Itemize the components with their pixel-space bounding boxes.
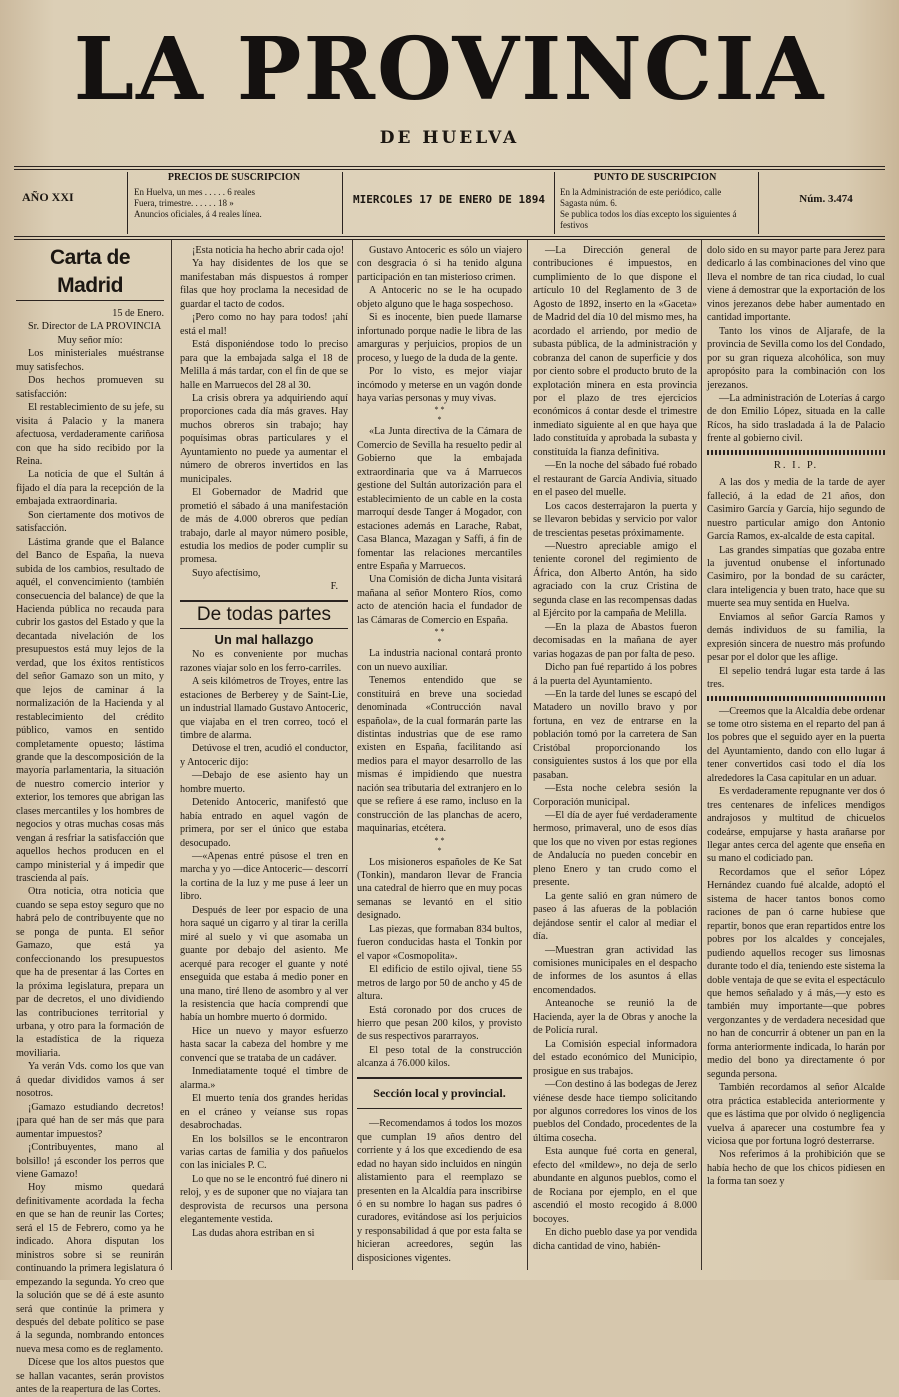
punto-title: PUNTO DE SUSCRIPCION [593, 172, 717, 183]
mourning-border [707, 450, 885, 455]
column-2 [180, 244, 348, 1268]
issue-number: Núm. 3.474 [799, 193, 853, 205]
paragraph: Anteanoche se reunió la de Hacienda, ayer la de Obras y anoche la de Policía rural. [533, 998, 697, 1037]
paragraph: A Antoceric no se le ha ocupado objeto alguno que le haga sospechoso. [357, 285, 522, 310]
paragraph: ¡Contribuyentes, mano al bolsillo! ¡á esconder los perros que viene Gamazo! [16, 1142, 164, 1180]
paragraph: La gente salió en gran número de paseo á las afueras de la población dejándose sentir el calor al mediar el día. [533, 890, 697, 943]
punto-line: Se publica todos los días excepto los siguientes á festivos [560, 209, 737, 230]
paragraph: Las dudas ahora estriban en si [192, 1227, 315, 1239]
paragraph: Está disponiéndose todo lo preciso para que la embajada salga el 18 de Melilla á más tardar, con el fin de que se halle en Marruecos del 28 al 30. [180, 339, 348, 391]
paragraph: Esta aunque fué corta en general, efecto del «mildew», no deja de serlo abundante en algunos pueblos, como el de Rociana por ejemplo, en el que ascendió el mosto recogido á 8.000 bocoyes. [533, 1146, 697, 1225]
paragraph: A seis kilómetros de Troyes, entre las estaciones de Berberey y de Saint-Lie, un industrial llamado Gustavo Antoceric, que viajaba en el tren correo, tocó el timbre de alarma. [180, 676, 348, 741]
newspaper-masthead: LA PROVINCIA [73, 19, 826, 120]
story-heading: Un mal hallazgo [214, 631, 314, 647]
paragraph: Recordamos que el señor López Hernández cuando fué alcalde, adoptó el sistema de hacer tantos bonos como raciones de pan ó carne hubiese que repartir, bonos que eran repartidos entre los pobres por los alcaldes y concejales, pudiendo aquellos recoger sus limosnas durante todo el día, teniendo este sistema la doble ventaja de que se evita el espectáculo que hemos señalado y á más,—y esto es también muy importante—que pobres vergonzantes y de verdadera necesidad que no han de concurrir á obtener un pan en la forma anteriormente indicada, lo harán por medio del bono ya directamente ó por segunda persona. [707, 866, 885, 1080]
paragraph: —Recomendamos á todos los mozos que cumplan 19 años dentro del corriente y á los que excediendo de esa edad no hayan sido incluidos en ningún alistamiento para el reemplazo se presenten en la Alcaldía para inscribirse ó en su nombre lo hagan sus padres ó curadores, evitándose así los perjuicios y responsabilidad á que por esta falta se hicieran acreedores, según las disposiciones vigentes. [357, 1118, 522, 1264]
paragraph: —«Apenas entré púsose el tren en marcha y yo —dice Antoceric— descorrí la cortina de la luz y me puse á leer un libro. [180, 851, 348, 903]
paragraph: Gustavo Antoceric es sólo un viajero con desgracia ó si ha tenido alguna participación en tan misterioso crimen. [357, 245, 522, 283]
subscription-line: En Huelva, un mes . . . . . 6 reales [134, 187, 255, 197]
paragraph: —Esta noche celebra sesión la Corporación municipal. [533, 783, 697, 808]
paragraph: Dicho pan fué repartido á los pobres á la puerta del Ayuntamiento. [533, 662, 697, 687]
paragraph: —La administración de Loterías á cargo de don Emilio López, situada en la calle Rícos, ha sido trasladada á la de Palacio frente al gobierno civil. [707, 392, 885, 445]
paragraph: No es conveniente por muchas razones viajar solo en los ferro-carriles. [180, 649, 348, 674]
column-4 [533, 244, 697, 1268]
header-divider [758, 172, 759, 234]
column-1 [16, 244, 164, 1396]
paragraph: Hice un nuevo y mayor esfuerzo hasta sacar la cabeza del hombre y me convencí que se trataba de un cadáver. [180, 1025, 348, 1064]
paragraph: Las piezas, que formaban 834 bultos, fueron conducidas hasta el Tonkin por el vapor «Cosmopolita». [357, 923, 522, 962]
salutation: Sr. Director de LA PROVINCIA [28, 321, 162, 333]
masthead-subtitle: DE HUELVA [379, 128, 520, 148]
header-rule-top [14, 166, 885, 167]
paragraph: ¡Gamazo estudiando decretos! ¡para qué han de ser más que para aumentar impuestos? [16, 1101, 164, 1140]
obituary-heading: R. I. P. [773, 459, 819, 471]
paragraph: —Muestran gran actividad las comisiones municipales en el despacho de informes de los asuntos á ellas encomendados. [533, 944, 697, 996]
paragraph: Lástima grande que el Balance del Banco de España, la nueva subida de los cambios, resultado de aquél, el convencimiento (también consecuencia del balance) de que la Hacienda pública no recauda para cubrir los gastos del Estado y que la decantada nivelación de los presupuestos está muy lejos de la verdad, que los éxitos rentísticos del señor Gamazo son un mito, y que lejos de caminar á la normalización de la Hacienda y al restablecimiento del crédito público, vamos en sentido completamente opuesto; lástima grande que la descomposición de la mayoría parlamentaria, la situación de nuestro comercio interior y exterior, los temores que abrigan las clases mercantiles y los hombres de negocios y otras muchas cosas más vengan á resfriar la satisfacción que aquellos hechos producen en el campo ministerial y á impedir que trascienda al país. [16, 536, 164, 885]
paragraph: ¡Esta noticia ha hecho abrir cada ojo! [192, 245, 345, 256]
paragraph: A las dos y media de la tarde de ayer falleció, á la edad de 21 años, don Casimiro García y García, hijo segundo de nuestro particular amigo don Antonio García Ramos, ex-alcalde de esta capital. [707, 477, 885, 543]
paragraph: Detenido Antoceric, manifestó que había entrado en aquel vagón de primera, por ser el único que estaba desocupado. [180, 797, 348, 849]
mourning-border [707, 696, 885, 701]
paragraph: —La Dirección general de contribuciones é impuestos, en cumplimiento de lo que dispone el artículo 10 del Reglamento de 3 de Agosto de 1892, inserto en la «Gaceta» de Madrid del día 10 del mismo mes, ha acordado el arriendo, por medio de subasta pública, de la administración y cobranza del canon de superficie y dos por ciento sobre el producto bruto de la explotación minera en esta provincia por el plazo de tres ejercicios económicos á contar desde el trimestre inmediato siguiente al en que haya que lado constituída y aprobada la subasta y constituída la fianza definitiva. [533, 245, 697, 458]
greeting: Muy señor mío: [57, 334, 123, 346]
section-heading: Sección local y provincial. [357, 1077, 522, 1109]
paragraph: «La Junta directiva de la Cámara de Comercio de Sevilla ha resuelto pedir al Gobierno que la embajada extraordinaria que va á Marruecos gestione del Sultán autorización para el establecimiento de un cable en la costa marroquí desde Tanger á Mogador, con estaciones además en Larache, Rabat, Casa Blanca, Mazagan y Saffi, á fin de fomentar las relaciones mercantiles entre España y Marruecos. [357, 426, 522, 572]
separator-asterism: * * * [434, 835, 445, 855]
separator-asterism: * * * [434, 405, 445, 425]
paragraph: —En la tarde del lunes se escapó del Matadero un novillo bravo y por fortuna, en vez de entrarse en la población tomó por la carretera de San Cristóbal proporcionando los consiguientes sustos á los que por ella pasaban. [533, 688, 697, 781]
header-divider [342, 172, 343, 234]
dateline: 15 de Enero. [112, 308, 164, 319]
separator-asterism: * * * [434, 627, 445, 647]
paragraph: dolo sido en su mayor parte para Jerez para dedicarlo á las combinaciones del vino que lleva el nombre de tan rica ciudad, lo cual viene á demostrar que la exportación de los vinos jerezanos debe haber aumentado en cantidad importante. [707, 245, 885, 324]
header-divider [127, 172, 128, 234]
paragraph: Lo que no se le encontró fué dinero ni reloj, y es de suponer que no viajara tan desprovista de recursos una persona elegantemente vestida. [180, 1173, 348, 1226]
subscription-prices [134, 172, 334, 220]
paragraph: Después de leer por espacio de una hora saqué un cigarro y al tirar la cerilla miré al suelo y vi que asomaba un guante por debajo del asiento. Me acerqué para recoger el guante y noté enseguida que estaba á medio poner en una mano, tiré lleno de asombro y al ver la resistencia que hacía comprendí que había un hombre muerto ó dormido. [180, 904, 348, 1024]
paragraph: También recordamos al señor Alcalde otra práctica establecida anteriormente y que es lástima que por olvido ó negligencia vuelva á aparecer una costumbre fea y viciosa que por fortuna logró desterrarse. [707, 1082, 885, 1147]
column-separator [352, 240, 353, 1270]
paragraph: Está coronado por dos cruces de hierro que pesan 200 kilos, y provisto de sus respectivos pararrayos. [357, 1004, 522, 1043]
paragraph: Ya verán Vds. como los que van á quedar divididos vamos á ser nosotros. [16, 1061, 164, 1100]
header-rule-bottom [14, 236, 885, 237]
paragraph: En los bolsillos se le encontraron varias cartas de familia y dos pañuelos con las iniciales P. C. [180, 1133, 348, 1172]
paragraph: Suyo afectísimo, [192, 567, 261, 579]
column-5 [707, 244, 885, 1268]
section-heading: De todas partes [180, 600, 348, 629]
paragraph: —Nuestro apreciable amigo el teniente coronel del regimiento de África, don Alberto Antón, ha sido agraciado con la cruz Cristina de segunda clase en las recompensas dadas al Ejército por la campaña de Melilla. [533, 540, 697, 620]
paragraph: —Con destino á las bodegas de Jerez viénese desde hace tiempo solicitando por algunos corredores los vinos de los pueblos del Condado, procedentes de la última cosecha. [533, 1079, 697, 1144]
paragraph: El muerto tenía dos grandes heridas en el cráneo y veíanse sus ropas desabrochadas. [180, 1093, 348, 1132]
paragraph: Otra noticia, otra noticia que cuando se sepa estoy seguro que no habrá pelo de contribuyente que no se ponga de punta. El señor Gamazo, que está ya confeccionando los presupuestos que ha de presentar á las Cortes en la próxima legislatura, prepara un par de decretos, el uno dividiendo las contribuciones territorial y urbana, y otro para la formación de la estadística de la riqueza moviliaria. [16, 886, 164, 1059]
paragraph: La noticia de que el Sultán á fijado el día para la recepción de la embajada extraordinaria. [16, 469, 164, 508]
paragraph: Nos referimos á la prohibición que se había hecho de que los chicos pidiesen en la forma tan soez y [707, 1149, 885, 1188]
column-separator [527, 240, 528, 1270]
paragraph: Dícese que los altos puestos que se hallan vacantes, serán provistos antes de la reapertura de las Cortes. [16, 1357, 164, 1396]
paragraph: El peso total de la construcción alcanza á 76.000 kilos. [357, 1044, 522, 1070]
subscription-line: Anuncios oficiales, á 4 reales línea. [134, 209, 262, 219]
paragraph: El restablecimiento de su jefe, su visita á Palacio y la manera afectuosa, verdaderamente cariñosa con que ha sido recibido por la Reina. [16, 402, 164, 467]
subscription-point [560, 172, 750, 231]
paragraph: En dicho pueblo dase ya por vendida dicha cantidad de vino, habién- [533, 1227, 697, 1252]
paragraph: La Comisión especial informadora del estado económico del Municipio, prosigue en sus trabajos. [533, 1038, 697, 1077]
column-separator [171, 240, 172, 1270]
paragraph: Enviamos al señor García Ramos y demás individuos de su familia, la expresión sincera de nuestro más profundo pesar por el dolor que les aflige. [707, 611, 885, 664]
year-label: AÑO XXI [22, 190, 74, 204]
paragraph: Es verdaderamente repugnante ver dos ó tres centenares de infelices mendigos andrajosos y multitud de chicuelos codeárse, empujarse y hasta arañarse por llegar antes cerca del agente que enseña en su mano el codiciado pan. [707, 786, 885, 865]
paragraph: La industria nacional contará pronto con un nuevo auxiliar. [357, 648, 522, 673]
paragraph: —El día de ayer fué verdaderamente hermoso, primaveral, uno de esos días que los que no viven por estas regiones de Andalucía no pueden concebir en pleno Enero y tan crudo como el presente. [533, 810, 697, 889]
header-divider [554, 172, 555, 234]
paragraph: La crisis obrera ya adquiriendo aquí proporciones cada día más graves. Hay muchos obreros sin trabajo; hay poquísimas obras particulares y el Ayuntamiento no puede ya aumentar el número de obreros invertidos en las municipales. [180, 392, 348, 485]
paragraph: Ya hay disidentes de los que se manifestaban más dispuestos á romper filas que hoy proclama la necesidad de guardar el tacto de codos. [180, 258, 348, 310]
paragraph: —En la noche del sábado fué robado el restaurant de García Andivia, situado en el paseo del muelle. [533, 460, 697, 499]
paragraph: Tenemos entendido que se constituirá en breve una sociedad denominada «Contrucción naval española», de la cual formarán parte las distintas industrias que de ese ramo existen en España, facilitando así medios para el mayor desarrollo de las mismas é impidiendo que nuestra nación sea tributaria del extranjero en lo que se refiere á ese ramo, incluso en la construcción de las planchas de acero, maquinarias, etcétera. [357, 675, 522, 835]
paragraph: Son ciertamente dos motivos de satisfacción. [16, 509, 164, 535]
paragraph: Por lo visto, es mejor viajar incómodo y meterse en un vagón donde haya varias personas y muy vivas. [357, 366, 522, 404]
issue-date: MIERCOLES 17 DE ENERO DE 1894 [352, 193, 546, 206]
paragraph: Los misioneros españoles de Ke Sat (Tonkin), mandaron llevar de Francia una catedral de hierro que en muy pocas semanas se levantó en el sitio designado. [357, 856, 522, 922]
signature: F. [330, 581, 338, 593]
punto-line: En la Administración de este periódico, calle Sagasta núm. 6. [560, 187, 722, 208]
paragraph: Las grandes simpatías que gozaba entre la juventud onubense el infortunado Casimiro, por la bondad de su carácter, clara inteligencia y buen trato, hace que su muerte sea muy sentida en Huelva. [707, 544, 885, 610]
column-3 [357, 244, 522, 1268]
paragraph: Detúvose el tren, acudió el conductor, y Antoceric dijo: [180, 743, 348, 768]
article-heading: Carta de Madrid [16, 244, 164, 301]
subscription-line: Fuera, trimestre. . . . . . 18 » [134, 198, 234, 208]
paragraph: Inmediatamente toqué el timbre de alarma.» [180, 1066, 348, 1091]
paragraph: El sepelio tendrá lugar esta tarde á las tres. [707, 665, 885, 691]
paragraph: —En la plaza de Abastos fueron decomisadas en la mañana de ayer varias hogazas de pan por falta de peso. [533, 621, 697, 660]
paragraph: ¡Pero como no hay para todos! ¡ahí está el mal! [180, 312, 348, 337]
paragraph: El edificio de estilo ojival, tiene 55 metros de largo por 50 de ancho y 45 de altura. [357, 964, 522, 1003]
paragraph: —Debajo de ese asiento hay un hombre muerto. [180, 770, 348, 795]
paragraph: Hoy mismo quedará definitivamente acordada la fecha en que se han de reunir las Cortes; será el 15 de Febrero, como ya he indicado. Ahora disputan los ministros sobre si se reunirán continuando la primera legislatura ó empezando la segunda. Yo creo que la solución que se dé á este asunto será que continúe la primera y después del debate político se pase á la segunda, nombrando entonces nueva mesa como es de reglamento. [16, 1182, 164, 1355]
paragraph: Los ministeriales muéstranse muy satisfechos. [16, 348, 164, 373]
paragraph: El Gobernador de Madrid que prometió el sábado á una manifestación de más de 4.000 obreros que pedían trabajo, darle al mayor número posible, estudia los medios de poder cumplir su promesa. [180, 487, 348, 566]
header-rule-top-2 [14, 169, 885, 170]
paragraph: Una Comisión de dicha Junta visitará mañana al señor Montero Ríos, como acto de atención hacia el fundador de las Cámaras de Comercio en España. [357, 574, 522, 626]
paragraph: Tanto los vinos de Aljarafe, de la provincia de Sevilla como los del Condado, por su gran riqueza alcohólica, son muy apropósito para la combinación con los jerezanos. [707, 325, 885, 391]
paragraph: Los cacos desterrajaron la puerta y se llevaron bebidas y servicio por valor de trescientas pesetas próximamente. [533, 500, 697, 539]
paragraph: Si es inocente, bien puede llamarse infortunado porque nadie le libra de las amarguras y perjuicios, propios de un proceso, y luego de la duda de la gente. [357, 312, 522, 364]
column-separator [701, 240, 702, 1270]
header-rule-bottom-2 [14, 239, 885, 240]
paragraph: —Creemos que la Alcaldía debe ordenar se tome otro sistema en el reparto del pan á los pobres que el seguido ayer en la puerta del Ayuntamiento, dando con ello lugar á tener convertidos casi todo el día los alrededores la Casa capitular en un aduar. [707, 705, 885, 784]
paragraph: Dos hechos promueven su satisfacción: [16, 375, 164, 400]
subscription-title: PRECIOS DE SUSCRIPCION [167, 172, 301, 183]
